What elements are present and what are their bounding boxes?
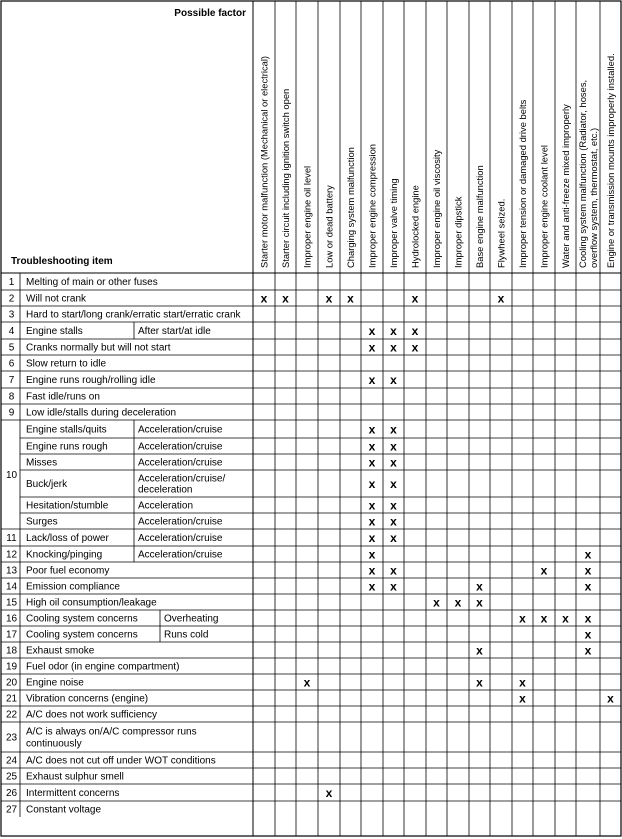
factor-column-label: Improper dipstick — [452, 196, 464, 268]
factor-mark: x — [368, 579, 376, 594]
factor-mark: x — [368, 498, 376, 513]
row-number: 24 — [5, 755, 18, 767]
factor-mark: x — [540, 611, 548, 626]
factor-mark: x — [368, 373, 376, 387]
row-number: 17 — [5, 629, 18, 641]
row-number: 10 — [5, 470, 18, 481]
row-number: 9 — [8, 407, 15, 419]
troubleshooting-item-heading: Troubleshooting item — [11, 256, 113, 267]
row-item: A/C is always on/A/C compressor runs — [26, 726, 197, 738]
row-item: Exhaust smoke — [26, 645, 95, 657]
factor-column-label: Engine or transmission mounts improperly installed. — [605, 53, 616, 268]
factor-mark: x — [390, 531, 397, 545]
factor-mark: x — [303, 675, 311, 690]
factor-column-label: Base engine malfunction — [474, 165, 485, 268]
row-item: Hesitation/stumble — [26, 500, 109, 512]
factor-mark: x — [476, 675, 483, 690]
factor-mark: x — [519, 675, 526, 690]
row-number: 8 — [8, 391, 15, 403]
row-item: Hard to start/long crank/erratic start/erratic crank — [26, 309, 241, 321]
factor-mark: x — [325, 291, 333, 306]
factor-column-label: Improper engine oil level — [301, 165, 313, 268]
factor-column-label: Improper tension or damaged drive belts — [517, 99, 528, 268]
factor-column-label: Cooling system malfunction (Radiator, hoses, — [577, 79, 588, 268]
row-item: Intermittent concerns — [26, 788, 120, 799]
row-item: Vibration concerns (engine) — [26, 693, 149, 705]
row-condition: deceleration — [138, 484, 193, 496]
factor-mark: x — [390, 563, 397, 578]
factor-mark: x — [368, 477, 376, 491]
factor-mark: x — [584, 563, 592, 578]
factor-mark: x — [519, 691, 526, 706]
factor-column-label: Starter circuit including ignition switch open — [280, 88, 291, 268]
factor-mark: x — [584, 627, 592, 642]
factor-mark: x — [368, 439, 376, 454]
row-item: Low idle/stalls during deceleration — [26, 407, 177, 419]
row-item: Emission compliance — [26, 581, 120, 593]
possible-factor-heading: Possible factor — [174, 8, 246, 19]
row-condition: Runs cold — [164, 629, 209, 641]
row-item: Exhaust sulphur smell — [26, 771, 124, 783]
factor-column-label: Hydrolocked engine — [409, 185, 421, 268]
factor-mark: x — [368, 547, 376, 562]
row-item: Poor fuel economy — [26, 565, 110, 577]
row-item: Cranks normally but will not start — [26, 342, 171, 354]
row-condition: Acceleration/cruise — [138, 533, 223, 544]
factor-column-label: Low or dead battery — [323, 185, 335, 268]
row-condition: Acceleration/cruise — [138, 441, 223, 453]
row-number: 11 — [6, 533, 17, 544]
factor-mark: x — [368, 514, 376, 529]
row-item: High oil consumption/leakage — [26, 597, 157, 609]
factor-mark: x — [390, 477, 397, 491]
factor-mark: x — [476, 579, 483, 594]
factor-mark: x — [325, 786, 333, 800]
row-condition: After start/at idle — [138, 326, 211, 337]
factor-column-label: Flywheel seized. — [495, 198, 507, 268]
row-number: 6 — [8, 358, 15, 370]
row-item: A/C does not cut off under WOT conditions — [26, 755, 216, 767]
factor-mark: x — [282, 291, 289, 306]
factor-mark: x — [497, 291, 505, 306]
row-item: Engine noise — [26, 677, 84, 689]
factor-mark: x — [390, 439, 397, 454]
factor-mark: x — [411, 340, 419, 355]
row-item: continuously — [26, 738, 82, 750]
row-condition: Overheating — [164, 613, 219, 625]
row-condition: Acceleration/cruise — [138, 457, 223, 469]
row-number: 4 — [8, 326, 15, 337]
row-item: Lack/loss of power — [26, 533, 109, 544]
row-number: 19 — [5, 661, 18, 673]
factor-mark: x — [433, 595, 440, 610]
factor-mark: x — [476, 595, 483, 610]
factor-mark: x — [476, 643, 483, 658]
factor-mark: x — [411, 324, 419, 338]
row-number: 14 — [5, 581, 18, 593]
factor-mark: x — [540, 563, 548, 578]
row-condition: Acceleration/cruise — [138, 516, 223, 528]
factor-column-label: Improper engine compression — [366, 143, 378, 268]
row-number: 12 — [5, 549, 18, 561]
factor-mark: x — [390, 324, 397, 338]
factor-column-label: Improper engine coolant level — [538, 145, 550, 268]
factor-column-headers — [259, 53, 617, 268]
row-number: 23 — [5, 732, 18, 744]
row-item: Knocking/pinging — [26, 549, 103, 561]
factor-mark: x — [368, 563, 376, 578]
factor-mark: x — [390, 455, 397, 470]
row-item: Buck/jerk — [26, 479, 68, 490]
factor-mark: x — [368, 324, 376, 338]
row-item: Fuel odor (in engine compartment) — [26, 661, 180, 673]
row-number: 7 — [8, 375, 15, 386]
row-number: 2 — [8, 293, 15, 305]
row-item: A/C does not work sufficiency — [26, 709, 157, 721]
factor-mark: x — [519, 611, 526, 626]
row-item: Engine runs rough/rolling idle — [26, 375, 156, 386]
row-item: Fast idle/runs on — [26, 391, 100, 403]
row-item: Engine runs rough — [26, 441, 108, 453]
factor-mark: x — [390, 340, 397, 355]
factor-mark: x — [390, 579, 397, 594]
row-item: Engine stalls/quits — [26, 424, 107, 436]
factor-mark: x — [368, 455, 376, 470]
factor-column-label: Charging system malfunction — [345, 147, 356, 268]
row-number: 25 — [5, 771, 18, 783]
row-number: 21 — [5, 693, 18, 705]
row-item: Cooling system concerns — [26, 629, 138, 641]
row-number: 15 — [5, 597, 18, 609]
row-number: 22 — [5, 709, 18, 721]
row-number: 18 — [5, 645, 18, 657]
factor-mark: x — [368, 531, 376, 545]
factor-mark: x — [584, 547, 592, 562]
factor-mark: x — [390, 514, 397, 529]
row-item: Melting of main or other fuses — [26, 277, 158, 288]
factor-mark: x — [411, 291, 419, 306]
factor-mark: x — [562, 611, 569, 626]
factor-mark: x — [454, 595, 462, 610]
row-condition: Acceleration/cruise/ — [138, 473, 226, 485]
factor-column-label: overflow system, thermostat, etc.) — [588, 127, 599, 268]
factor-mark: x — [260, 291, 268, 306]
row-item: Slow return to idle — [26, 358, 107, 370]
factor-mark: x — [584, 643, 592, 658]
row-item: Will not crank — [26, 293, 87, 305]
row-condition: Acceleration/cruise — [138, 424, 223, 436]
factor-mark: x — [368, 422, 376, 437]
factor-column-label: Improper engine oil viscosity — [431, 149, 442, 268]
row-number: 3 — [8, 309, 15, 321]
factor-mark: x — [607, 691, 614, 706]
factor-mark: x — [390, 422, 397, 437]
row-number: 5 — [8, 342, 15, 354]
factor-mark: x — [390, 498, 397, 513]
factor-column-label: Water and anti-freeze mixed improperly — [560, 104, 571, 268]
factor-mark: x — [347, 291, 354, 306]
row-number: 13 — [5, 565, 18, 577]
row-condition: Acceleration/cruise — [138, 549, 223, 561]
row-item: Misses — [26, 457, 58, 469]
row-item: Surges — [26, 516, 58, 528]
row-number: 27 — [5, 804, 18, 816]
row-item: Engine stalls — [26, 326, 83, 337]
row-number: 16 — [5, 613, 18, 625]
factor-column-label: Improper valve timing — [388, 178, 399, 268]
row-number: 20 — [5, 677, 18, 689]
factor-column-label: Starter motor malfunction (Mechanical or electrical) — [258, 55, 270, 268]
factor-mark: x — [584, 579, 592, 594]
row-number: 1 — [8, 277, 15, 288]
factor-mark: x — [584, 611, 592, 626]
row-item: Cooling system concerns — [26, 613, 138, 625]
factor-mark: x — [390, 373, 397, 387]
row-number: 26 — [5, 788, 18, 799]
row-item: Constant voltage — [26, 804, 102, 816]
factor-mark: x — [368, 340, 376, 355]
row-condition: Acceleration — [138, 500, 194, 512]
